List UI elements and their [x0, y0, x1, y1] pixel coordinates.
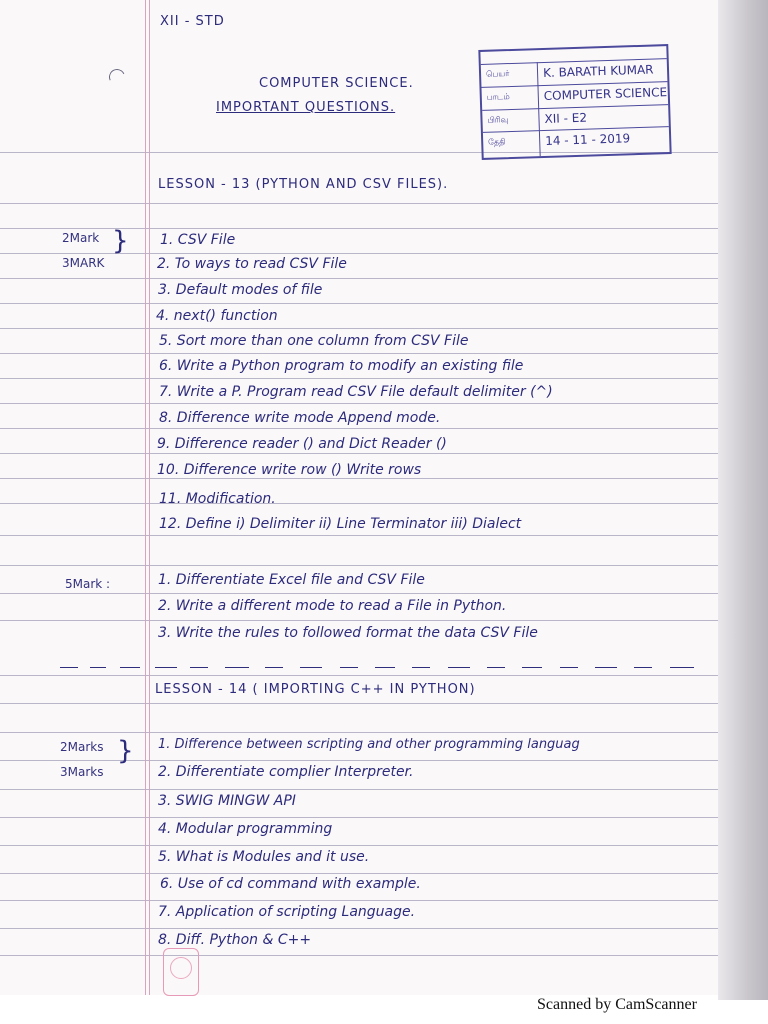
- question-item: 4. Modular programming: [158, 821, 333, 837]
- rule-line: [0, 620, 722, 621]
- rule-line: [0, 478, 722, 479]
- rule-line: [0, 732, 722, 733]
- question-item: 7. Write a P. Program read CSV File default delimiter (^): [159, 384, 553, 400]
- rule-line: [0, 453, 722, 454]
- rule-line: [0, 278, 722, 279]
- question-item: 3. Default modes of file: [158, 282, 323, 298]
- stamp-row-label: பாடம்: [486, 92, 510, 102]
- rule-line: [0, 503, 722, 504]
- student-stamp: [478, 44, 671, 160]
- question-item: 9. Difference reader () and Dict Reader (): [157, 436, 447, 452]
- question-item: 2. To ways to read CSV File: [157, 256, 347, 272]
- page-edge-shadow: [718, 0, 768, 1000]
- stamp-divider: [537, 62, 541, 156]
- question-item: 3. SWIG MINGW API: [158, 793, 296, 809]
- rule-line: [0, 703, 722, 704]
- lesson-13-title: LESSON - 13 (PYTHON AND CSV FILES).: [158, 177, 449, 192]
- stamp-date: 14 - 11 - 2019: [544, 131, 631, 148]
- question-item: 2. Differentiate complier Interpreter.: [158, 764, 414, 780]
- section-divider-dash: [375, 667, 395, 668]
- section-divider-dash: [90, 667, 106, 668]
- section-divider-dash: [670, 667, 694, 668]
- rule-line: [0, 535, 722, 536]
- section-divider-dash: [265, 667, 283, 668]
- section-divider-dash: [190, 667, 208, 668]
- rule-line: [0, 403, 722, 404]
- margin-line: [149, 0, 150, 995]
- rule-line: [0, 428, 722, 429]
- question-item: 5. What is Modules and it use.: [158, 849, 370, 865]
- question-item: 8. Diff. Python & C++: [158, 932, 312, 948]
- class-label: XII - STD: [160, 14, 225, 29]
- question-item: 11. Modification.: [159, 491, 276, 507]
- brace-mark: }: [112, 226, 129, 256]
- five-mark-question: 2. Write a different mode to read a File in Python.: [158, 598, 507, 614]
- rule-line: [0, 565, 722, 566]
- marks-label-3: 3MARK: [62, 256, 105, 270]
- marks-label-2: 2Marks: [60, 740, 104, 754]
- stamp-row-label: பிரிவு: [487, 115, 509, 125]
- seal-stamp-ring: [170, 957, 192, 979]
- question-item: 1. CSV File: [160, 232, 236, 248]
- rule-line: [0, 817, 722, 818]
- question-item: 10. Difference write row () Write rows: [157, 462, 422, 478]
- section-divider-dash: [560, 667, 578, 668]
- section-divider-dash: [634, 667, 652, 668]
- rule-line: [0, 900, 722, 901]
- section-divider-dash: [155, 667, 177, 668]
- question-item: 6. Use of cd command with example.: [160, 876, 421, 892]
- rule-line: [0, 593, 722, 594]
- marks-label-5: 5Mark :: [65, 577, 111, 591]
- rule-line: [0, 675, 722, 676]
- section-divider-dash: [522, 667, 542, 668]
- rule-line: [0, 328, 722, 329]
- question-item: 12. Define i) Delimiter ii) Line Terminator iii) Dialect: [159, 516, 522, 532]
- question-item: 7. Application of scripting Language.: [158, 904, 416, 920]
- stamp-section: XII - E2: [544, 110, 588, 126]
- rule-line: [0, 353, 722, 354]
- seal-stamp: [163, 948, 199, 996]
- rule-line: [0, 928, 722, 929]
- rule-line: [0, 845, 722, 846]
- rule-line: [0, 873, 722, 874]
- rule-line: [0, 203, 722, 204]
- rule-line: [0, 303, 722, 304]
- rule-line: [0, 253, 722, 254]
- section-divider-dash: [120, 667, 140, 668]
- rule-line: [0, 955, 722, 956]
- page-title: COMPUTER SCIENCE.: [259, 76, 414, 91]
- stamp-row-label: தேதி: [488, 137, 506, 147]
- scanner-watermark: Scanned by CamScanner: [537, 996, 697, 1013]
- stamp-divider: [482, 104, 668, 111]
- marks-label-2: 2Mark: [62, 231, 100, 245]
- section-divider-dash: [300, 667, 322, 668]
- section-divider-dash: [340, 667, 358, 668]
- stamp-subject: COMPUTER SCIENCE: [543, 85, 668, 103]
- question-item: 8. Difference write mode Append mode.: [159, 410, 441, 426]
- page-subtitle: IMPORTANT QUESTIONS.: [216, 100, 396, 115]
- stamp-name: K. BARATH KUMAR: [542, 62, 654, 80]
- question-item: 5. Sort more than one column from CSV File: [159, 333, 469, 349]
- section-divider-dash: [487, 667, 505, 668]
- section-divider-dash: [412, 667, 430, 668]
- rule-line: [0, 378, 722, 379]
- brace-mark: }: [117, 736, 134, 766]
- five-mark-question: 1. Differentiate Excel file and CSV File: [158, 572, 425, 588]
- section-divider-dash: [225, 667, 249, 668]
- margin-line: [145, 0, 146, 995]
- rule-line: [0, 228, 722, 229]
- question-item: 4. next() function: [156, 308, 278, 324]
- five-mark-question: 3. Write the rules to followed format the data CSV File: [158, 625, 538, 641]
- rule-line: [0, 789, 722, 790]
- marks-label-3: 3Marks: [60, 765, 104, 779]
- question-item: 6. Write a Python program to modify an existing file: [159, 358, 524, 374]
- section-divider-dash: [595, 667, 617, 668]
- rule-line: [0, 760, 722, 761]
- lesson-14-title: LESSON - 14 ( IMPORTING C++ IN PYTHON): [155, 682, 476, 697]
- stamp-row-label: பெயர்: [485, 69, 510, 79]
- question-item: 1. Difference between scripting and other programming languag: [158, 737, 580, 752]
- section-divider-dash: [448, 667, 470, 668]
- section-divider-dash: [60, 667, 78, 668]
- stamp-divider: [483, 126, 669, 133]
